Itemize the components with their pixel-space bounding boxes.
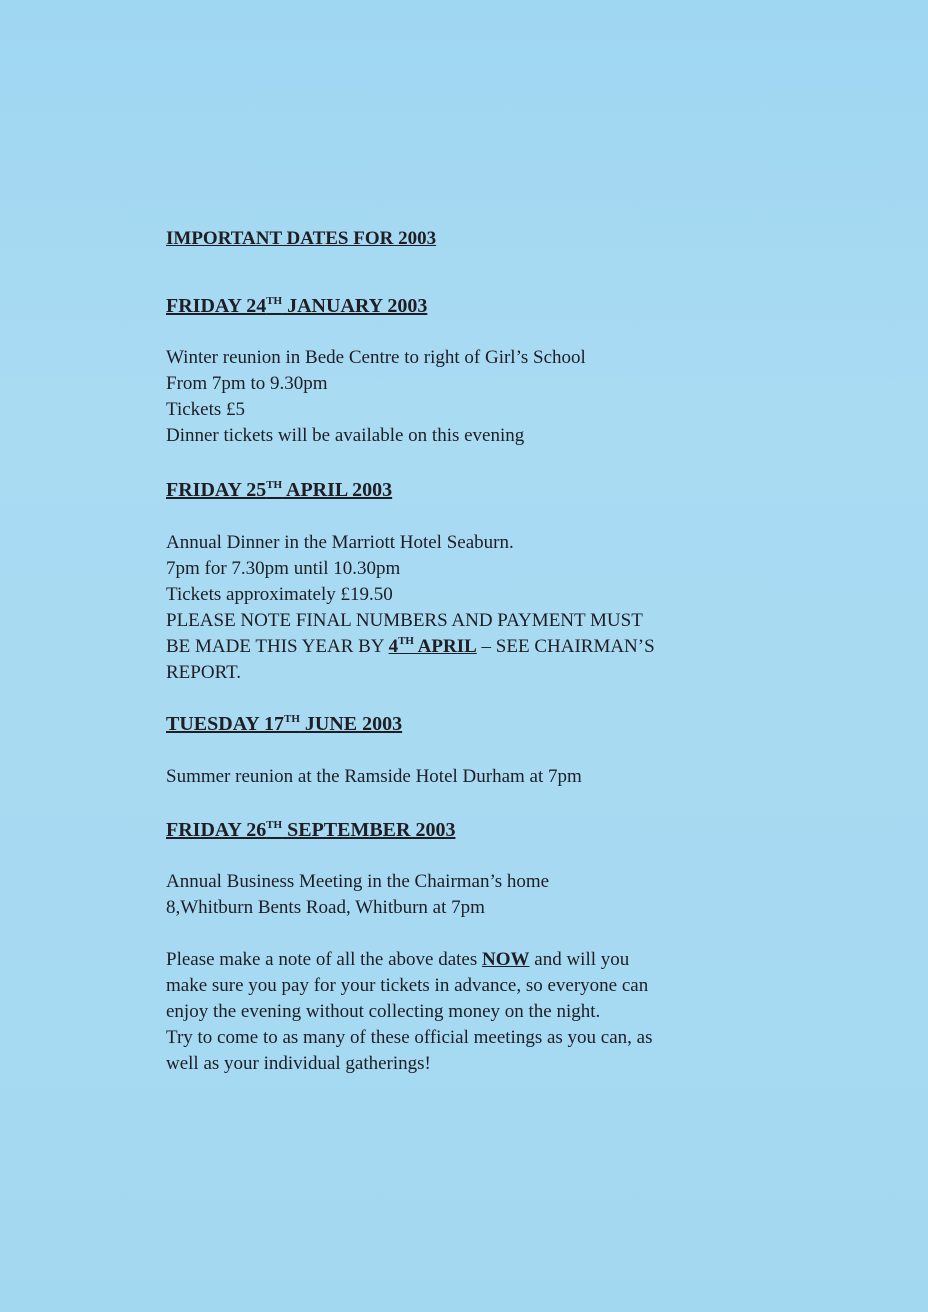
event-april: [166, 476, 392, 504]
closing-line: well as your individual gatherings!: [166, 1053, 431, 1074]
event-june-details: [166, 764, 582, 790]
event-september: [166, 816, 455, 844]
event-heading: TUESDAY 17TH JUNE 2003: [166, 713, 403, 735]
event-line: Tickets £5: [166, 399, 246, 420]
closing-line: Please make a note of all the above dates NOW and will you: [166, 949, 630, 970]
event-april-details: [166, 530, 655, 686]
event-line: Winter reunion in Bede Centre to right of Girl’s School: [166, 347, 586, 368]
page-title: IMPORTANT DATES FOR 2003: [166, 228, 437, 249]
event-line: 8,Whitburn Bents Road, Whitburn at 7pm: [166, 897, 485, 918]
event-line: Annual Dinner in the Marriott Hotel Seaburn.: [166, 532, 514, 553]
event-line: Annual Business Meeting in the Chairman’s home: [166, 871, 550, 892]
event-june: [166, 710, 402, 738]
event-heading: FRIDAY 26TH SEPTEMBER 2003: [166, 819, 456, 841]
event-line: 7pm for 7.30pm until 10.30pm: [166, 558, 401, 579]
deadline-date: 4TH APRIL: [388, 635, 477, 657]
event-line: Summer reunion at the Ramside Hotel Durham at 7pm: [166, 766, 582, 787]
event-line: Tickets approximately £19.50: [166, 584, 393, 605]
event-september-details: [166, 869, 549, 921]
event-january: [166, 292, 427, 320]
closing-paragraph: [166, 947, 653, 1077]
event-january-details: [166, 345, 586, 449]
closing-line: Try to come to as many of these official meetings as you can, as: [166, 1027, 653, 1048]
event-line: Dinner tickets will be available on this evening: [166, 425, 525, 446]
closing-line: enjoy the evening without collecting money on the night.: [166, 1001, 601, 1022]
event-line: REPORT.: [166, 662, 242, 683]
event-line: PLEASE NOTE FINAL NUMBERS AND PAYMENT MUST: [166, 610, 643, 631]
event-heading: FRIDAY 24TH JANUARY 2003: [166, 295, 428, 317]
event-heading: FRIDAY 25TH APRIL 2003: [166, 479, 393, 501]
now-emphasis: NOW: [482, 949, 530, 970]
closing-line: make sure you pay for your tickets in advance, so everyone can: [166, 975, 649, 996]
deadline-line: BE MADE THIS YEAR BY 4TH APRIL – SEE CHAIRMAN’S: [166, 635, 655, 657]
event-line: From 7pm to 9.30pm: [166, 373, 328, 394]
